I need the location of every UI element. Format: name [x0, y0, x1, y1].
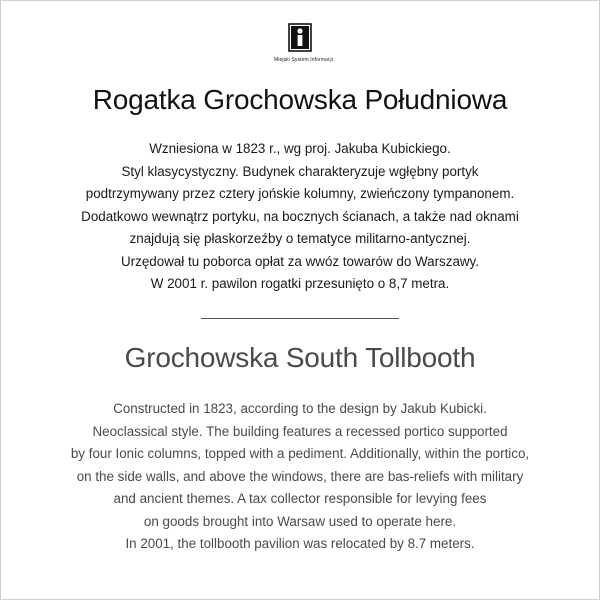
english-line: on the side walls, and above the windows, there are bas-reliefs with military [76, 468, 524, 484]
polish-line: znajdują się płaskorzeźby o tematyce militarno-antycznej. [129, 231, 471, 246]
english-title: Grochowska South Tollbooth [124, 342, 476, 373]
polish-description [40, 138, 560, 296]
polish-line: Wzniesiona w 1823 r., wg proj. Jakuba Kubickiego. [149, 141, 451, 156]
english-line: Constructed in 1823, according to the design by Jakub Kubicki. [113, 401, 487, 416]
polish-title: Rogatka Grochowska Południowa [92, 84, 508, 115]
polish-line: podtrzymywany przez cztery jońskie kolumny, zwieńczony tympanonem. [85, 186, 515, 201]
english-line: Neoclassical style. The building features a recessed portico supported [92, 423, 508, 439]
english-description [30, 398, 570, 556]
logo-caption: Miejski System Informacji [274, 57, 333, 63]
english-line: on goods brought into Warsaw used to operate here. [143, 513, 457, 529]
section-divider [201, 318, 399, 319]
info-i-icon [286, 22, 314, 54]
english-line: In 2001, the tollbooth pavilion was relocated by 8.7 meters. [125, 536, 475, 551]
polish-line: W 2001 r. pawilon rogatki przesunięto o 8,7 metra. [150, 276, 450, 291]
polish-line: Urzędował tu poborca opłat za wwóz towarów do Warszawy. [121, 253, 479, 269]
polish-line: Dodatkowo wewnątrz portyku, na bocznych ścianach, a także nad oknami [81, 208, 519, 224]
english-line: and ancient themes. A tax collector responsible for levying fees [113, 491, 487, 506]
english-line: by four Ionic columns, topped with a pediment. Additionally, within the portico, [70, 446, 530, 461]
msi-logo [274, 22, 333, 63]
polish-line: Styl klasycystyczny. Budynek charakteryzuje wgłębny portyk [121, 163, 479, 179]
